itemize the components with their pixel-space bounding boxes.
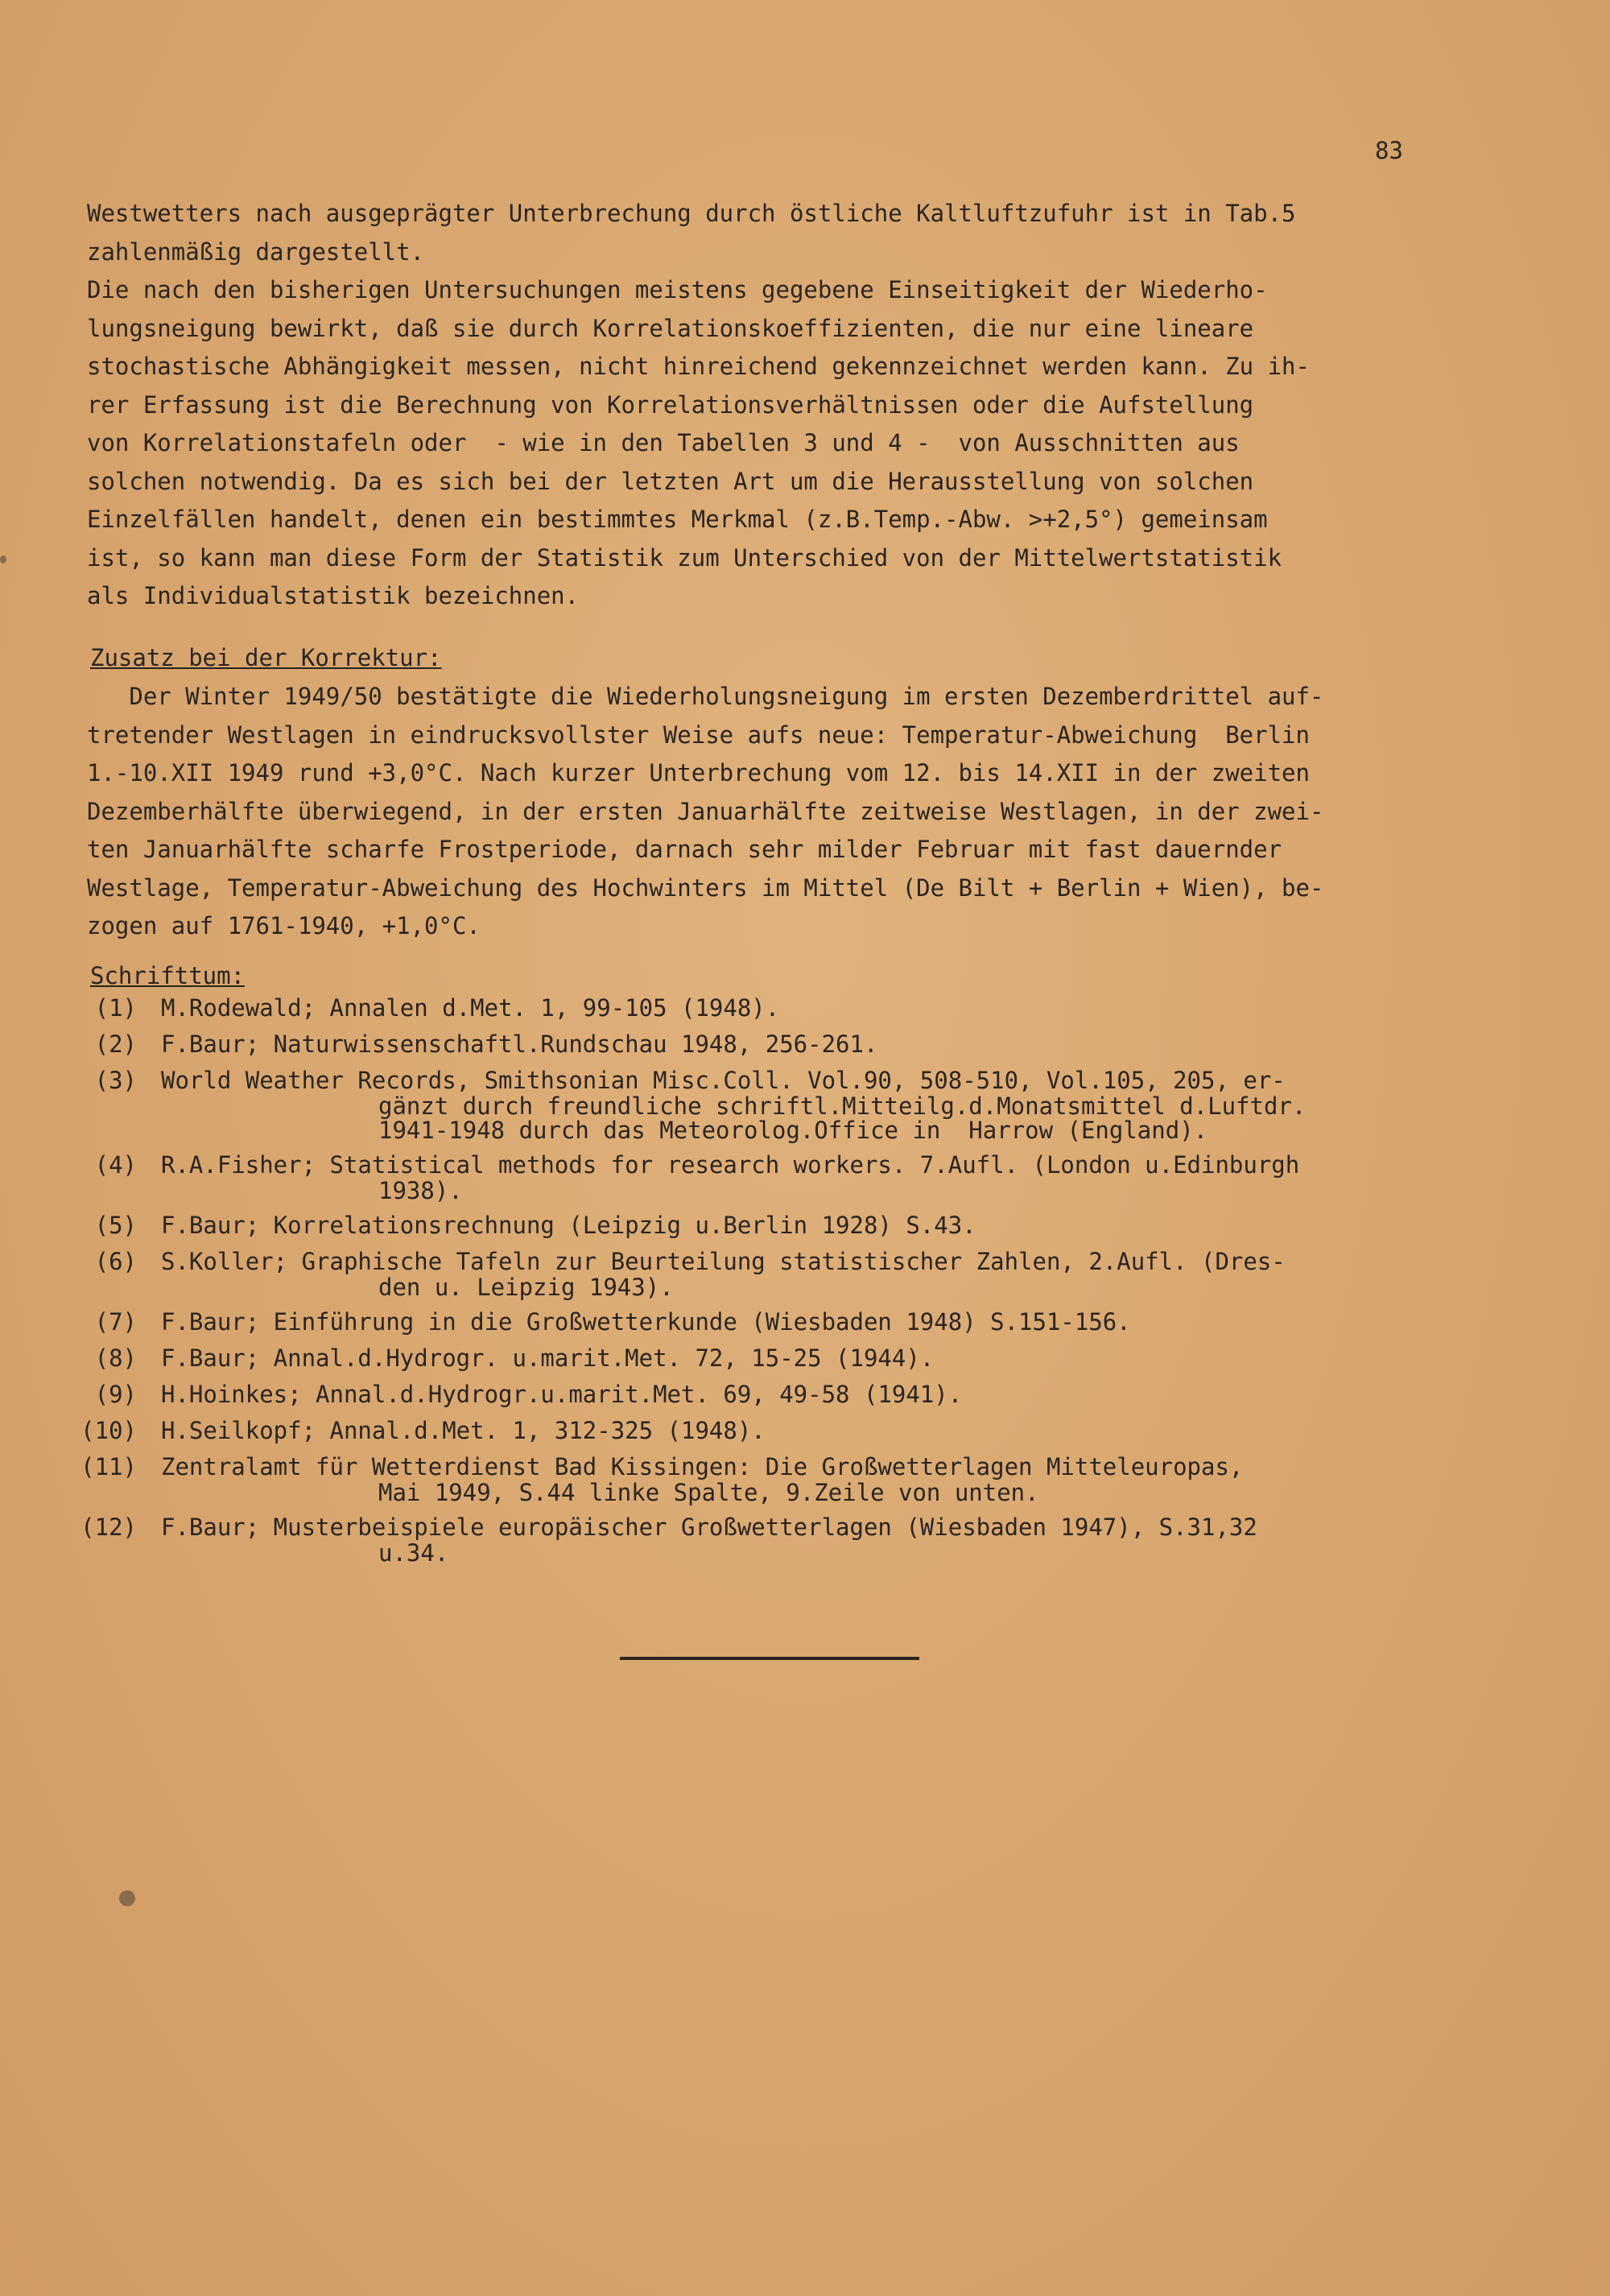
reference-line: R.A.Fisher; Statistical methods for research workers. 7.Aufl. (London u.Edinburgh [161, 1151, 1300, 1179]
reference-line: F.Baur; Einführung in die Großwetterkunde (Wiesbaden 1948) S.151-156. [161, 1308, 1131, 1336]
reference-line: M.Rodewald; Annalen d.Met. 1, 99-105 (1948). [161, 994, 780, 1022]
reference-item [0, 1067, 1610, 1142]
reference-line: S.Koller; Graphische Tafeln zur Beurteilung statistischer Zahlen, 2.Aufl. (Dres- [161, 1248, 1286, 1275]
reference-line: F.Baur; Musterbeispiele europäischer Großwetterlagen (Wiesbaden 1947), S.31,32 [161, 1513, 1257, 1541]
page-number: 83 [1375, 137, 1403, 164]
reference-item [0, 1249, 1610, 1299]
reference-number: (1) [94, 994, 137, 1022]
text-line: ten Januarhälfte scharfe Frostperiode, darnach sehr milder Februar mit fast dauernder [87, 836, 1282, 863]
text-line: tretender Westlagen in eindrucksvollster Weise aufs neue: Temperatur-Abweichung Berlin [87, 721, 1310, 749]
text-line: stochastische Abhängigkeit messen, nicht hinreichend gekennzeichnet werden kann. Zu ih- [87, 353, 1310, 380]
zusatz-heading: Zusatz bei der Korrektur: [90, 644, 442, 671]
reference-number: (10) [80, 1417, 137, 1444]
reference-text [161, 995, 1417, 1022]
reference-item [0, 1031, 1610, 1058]
text-line: als Individualstatistik bezeichnen. [87, 582, 580, 609]
reference-text [161, 1212, 1417, 1239]
text-line: zogen auf 1761-1940, +1,0°C. [87, 912, 481, 939]
text-line: von Korrelationstafeln oder - wie in den Tabellen 3 und 4 - von Ausschnitten aus [87, 429, 1240, 456]
reference-number: (11) [80, 1453, 137, 1480]
reference-number: (8) [94, 1344, 137, 1372]
paper-spot [119, 1890, 135, 1906]
reference-text [161, 1345, 1417, 1372]
reference-text [161, 1152, 1417, 1203]
reference-line: F.Baur; Annal.d.Hydrogr. u.marit.Met. 72, 15-25 (1944). [161, 1344, 935, 1372]
reference-line: F.Baur; Naturwissenschaftl.Rundschau 1948, 256-261. [161, 1030, 878, 1058]
end-rule [620, 1657, 919, 1660]
body-paragraph-1 [87, 195, 1439, 616]
text-line: Westlage, Temperatur-Abweichung des Hochwinters im Mittel (De Bilt + Berlin + Wien), be- [87, 873, 1324, 902]
reference-text [161, 1514, 1417, 1565]
text-line: Westwetters nach ausgeprägter Unterbrechung durch östliche Kaltluftzufuhr ist in Tab.5 [87, 200, 1296, 227]
reference-text [161, 1249, 1417, 1299]
reference-text [161, 1418, 1417, 1444]
reference-line: Mai 1949, S.44 linke Spalte, 9.Zeile von unten. [378, 1479, 1039, 1506]
text-line: rer Erfassung ist die Berechnung von Korrelationsverhältnissen oder die Aufstellung [87, 390, 1254, 419]
reference-text [161, 1067, 1417, 1142]
reference-line: Zentralamt für Wetterdienst Bad Kissingen: Die Großwetterlagen Mitteleuropas, [161, 1453, 1244, 1480]
reference-item [0, 1152, 1610, 1203]
reference-item [0, 1418, 1610, 1444]
paper-spot [0, 555, 6, 564]
text-line: Die nach den bisherigen Untersuchungen meistens gegebene Einseitigkeit der Wiederho- [87, 276, 1268, 304]
reference-line: u.34. [378, 1539, 449, 1567]
reference-number: (12) [80, 1513, 137, 1541]
reference-line: gänzt durch freundliche schriftl.Mitteilg.d.Monatsmittel d.Luftdr. [378, 1092, 1307, 1120]
reference-number: (9) [94, 1381, 137, 1408]
schrifttum-heading: Schrifttum: [90, 962, 246, 989]
reference-line: 1938). [378, 1177, 463, 1204]
text-line: ist, so kann man diese Form der Statistik zum Unterschied von der Mittelwertstatistik [87, 543, 1282, 572]
reference-number: (3) [94, 1067, 137, 1094]
text-line: 1.-10.XII 1949 rund +3,0°C. Nach kurzer Unterbrechung vom 12. bis 14.XII in der zweiten [87, 759, 1310, 787]
reference-line: F.Baur; Korrelationsrechnung (Leipzig u.Berlin 1928) S.43. [161, 1212, 976, 1239]
text-line: Einzelfällen handelt, denen ein bestimmtes Merkmal (z.B.Temp.-Abw. >+2,5°) gemeinsam [87, 506, 1268, 533]
reference-text [161, 1454, 1417, 1505]
reference-number: (7) [94, 1308, 137, 1336]
text-line: solchen notwendig. Da es sich bei der letzten Art um die Herausstellung von solchen [87, 467, 1254, 495]
reference-list [0, 995, 1610, 1575]
reference-line: 1941-1948 durch das Meteorolog.Office in Harrow (England). [378, 1117, 1208, 1144]
body-paragraph-2 [87, 678, 1439, 946]
reference-item [0, 995, 1610, 1022]
reference-number: (2) [94, 1030, 137, 1058]
reference-number: (4) [94, 1151, 137, 1179]
reference-item [0, 1345, 1610, 1372]
reference-line: H.Hoinkes; Annal.d.Hydrogr.u.marit.Met. 69, 49-58 (1941). [161, 1381, 963, 1408]
reference-text [161, 1309, 1417, 1336]
reference-item [0, 1381, 1610, 1408]
reference-text [161, 1031, 1417, 1058]
text-line: Dezemberhälfte überwiegend, in der ersten Januarhälfte zeitweise Westlagen, in der zwei- [87, 797, 1324, 825]
reference-line: H.Seilkopf; Annal.d.Met. 1, 312-325 (1948). [161, 1417, 766, 1444]
reference-item [0, 1309, 1610, 1336]
reference-number: (5) [94, 1212, 137, 1239]
reference-item [0, 1454, 1610, 1505]
reference-item [0, 1212, 1610, 1239]
text-line: Der Winter 1949/50 bestätigte die Wiederholungsneigung im ersten Dezemberdrittel auf- [87, 683, 1324, 710]
reference-item [0, 1514, 1610, 1565]
reference-number: (6) [94, 1248, 137, 1275]
text-line: lungsneigung bewirkt, daß sie durch Korrelationskoeffizienten, die nur eine lineare [87, 314, 1254, 342]
reference-text [161, 1381, 1417, 1408]
reference-line: World Weather Records, Smithsonian Misc.Coll. Vol.90, 508-510, Vol.105, 205, er- [161, 1067, 1286, 1094]
reference-line: den u. Leipzig 1943). [378, 1274, 674, 1301]
text-line: zahlenmäßig dargestellt. [87, 237, 425, 266]
